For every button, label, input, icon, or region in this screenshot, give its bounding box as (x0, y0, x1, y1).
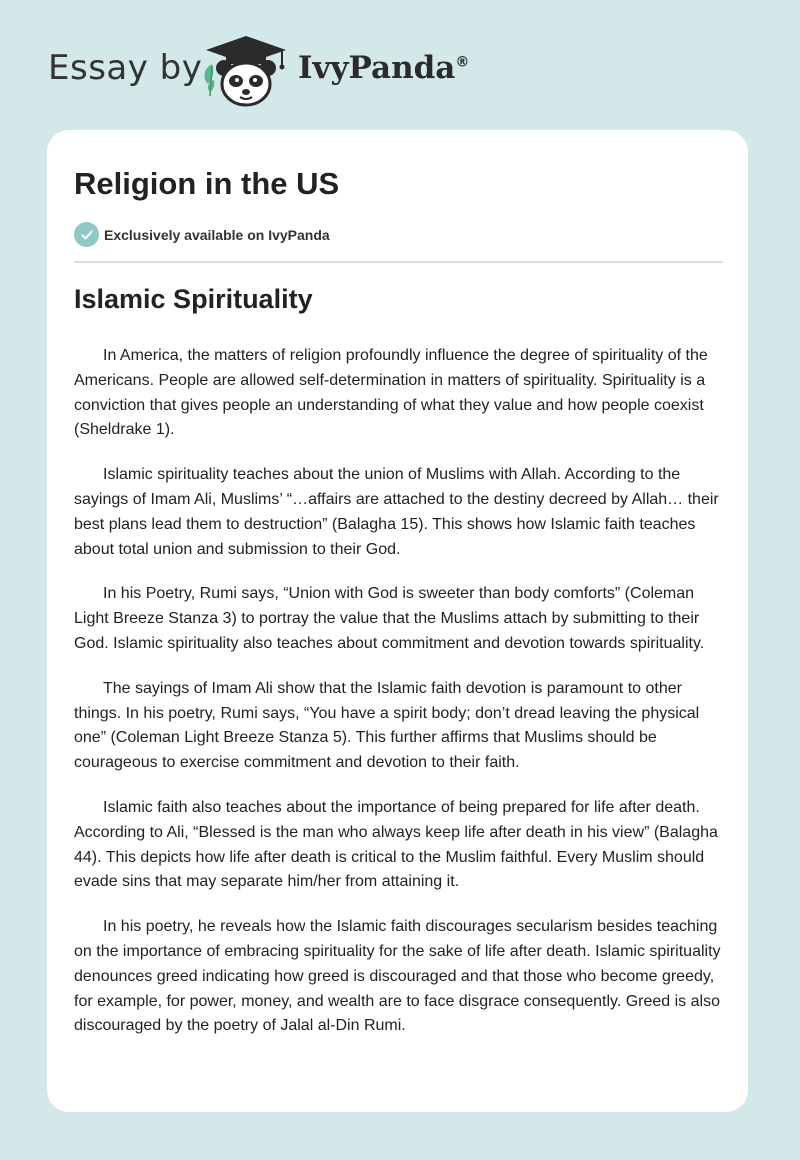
paragraph: The sayings of Imam Ali show that the Islamic faith devotion is paramount to other things. In his poetry, Rumi says, “You have a spirit body; don’t dread leaving the physical one” (Coleman Light Breeze Stanza 5). This further affirms that Muslims should be courageous to exercise commitment and devotion to their faith. (74, 679, 700, 772)
exclusive-badge (74, 222, 330, 247)
paragraph: In America, the matters of religion profoundly influence the degree of spirituality of the Americans. People are allowed self-determination in matters of spirituality. Spirituality is a conviction that gives people an understanding of what they value and how people coexist (Sheldrake 1). (74, 347, 708, 439)
essay-card (47, 130, 748, 1112)
panda-graduate-icon[interactable] (200, 34, 292, 108)
registered-mark: ® (455, 54, 470, 71)
site-header (0, 0, 800, 130)
paragraph: Islamic spirituality teaches about the union of Muslims with Allah. According to the sayings of Imam Ali, Muslims’ “…affairs are attached to the destiny decreed by Allah… their best plans lead them to destruction” (Balagha 15). This shows how Islamic faith teaches about total union and submission to their God. (74, 466, 719, 558)
paragraph: Islamic faith also teaches about the importance of being prepared for life after death. According to Ali, “Blessed is the man who always keep life after death in his view” (Balagha 44). This depicts how life after death is critical to the Muslim faithful. Every Muslim should evade sins that may separate him/her from attaining it. (74, 798, 718, 891)
essay-body (74, 344, 724, 1059)
paragraph: In his Poetry, Rumi says, “Union with God is sweeter than body comforts” (Coleman Light Breeze Stanza 3) to portray the value that the Muslims attach by submitting to their God. Islamic spirituality also teaches about commitment and devotion towards spirituality. (74, 585, 705, 652)
section-heading: Islamic Spirituality (74, 284, 313, 314)
ivypanda-logo-text[interactable] (298, 50, 469, 86)
essay-by-label: Essay by (48, 48, 203, 88)
brand-name-text: IvyPanda (298, 50, 456, 86)
page-title: Religion in the US (74, 166, 340, 201)
divider (74, 261, 723, 263)
exclusive-badge-label: Exclusively available on IvyPanda (104, 226, 330, 243)
check-icon (74, 222, 99, 247)
paragraph: In his poetry, he reveals how the Islamic faith discourages secularism besides teaching on the importance of embracing spirituality for the sake of life after death. Islamic spirituality denounces greed indicating how greed is discouraged and that those who become greedy, for example, for power, money, and wealth are to face disgrace consequently. Greed is also discouraged by the poetry of Jalal al-Din Rumi. (74, 918, 721, 1035)
